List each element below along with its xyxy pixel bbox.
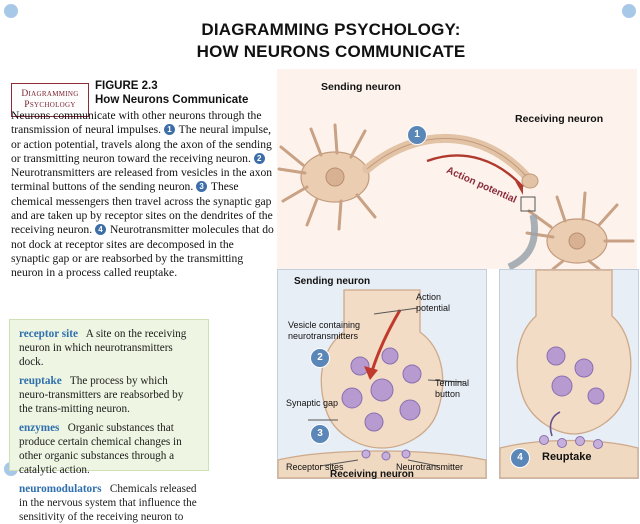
glossary-entry: [19, 482, 199, 524]
glossary-term: receptor site: [19, 328, 78, 340]
page-title: [121, 19, 541, 63]
figure-title: How Neurons Communicate: [95, 94, 249, 106]
title-line-1: DIAGRAMMING PSYCHOLOGY:: [201, 20, 461, 39]
figure-paragraph-2: The neural impulse, or action potential, travels along the axon of the sending or transmitting neuron toward the receiving neuron.: [11, 123, 272, 165]
title-line-2: HOW NEURONS COMMUNICATE: [196, 42, 466, 61]
step-2-marker-inline: 2: [254, 153, 265, 164]
synapse-detail-svg: [278, 270, 486, 478]
action-potential-label: Action potential: [444, 165, 519, 206]
step-1-marker: 1: [407, 125, 427, 145]
step-2-marker: 2: [310, 348, 330, 368]
figure-paragraph-5: Neurotransmitter molecules that do not dock at receptor sites are decomposed in the synaptic gap or are reabsorbed by the transmitting neuron in a process called reuptake.: [11, 223, 274, 280]
decorative-dot-icon: [4, 4, 18, 18]
synaptic-gap-label: Synaptic gap: [286, 398, 339, 408]
sending-neuron-panel-title: Sending neuron: [294, 276, 371, 287]
sending-neuron-label: Sending neuron: [321, 81, 401, 93]
top-neuron-illustration: [277, 69, 637, 269]
receptor-sites-label: Receptor sites: [286, 462, 344, 472]
figure-paragraph-3: Neurotransmitters are released from vesicles in the axon terminal buttons of the sending neuron.: [11, 166, 273, 194]
glossary-term: neuromodulators: [19, 483, 102, 495]
step-1-marker-inline: 1: [164, 124, 175, 135]
figure-heading: [95, 79, 275, 107]
reuptake-panel: [499, 269, 639, 479]
glossary-definition: A site on the receiving neuron in which neurotransmitters dock.: [19, 328, 187, 368]
glossary-term: reuptake: [19, 375, 62, 387]
step-4-marker: 4: [510, 448, 530, 468]
glossary-definition: Chemicals released in the nervous system that influence the sensitivity of the receiving neuron to: [19, 483, 197, 523]
glossary-entry: [19, 421, 199, 477]
terminal-button-label-line2: button: [435, 389, 461, 399]
logo-line-2: Psychology: [24, 100, 76, 110]
vesicle-label-line2: neurotransmitters: [288, 331, 359, 341]
glossary-entry: [19, 374, 199, 416]
figure-body-text: [11, 109, 275, 281]
terminal-button-label-line1: Terminal: [435, 378, 470, 388]
neurotransmitter-label: Neurotransmitter: [396, 462, 464, 472]
glossary-definition: Organic substances that produce certain chemical changes in other organic substances through a catalytic action.: [19, 422, 182, 476]
step-4-marker-inline: 4: [95, 224, 106, 235]
logo-line-1: Diagramming: [21, 89, 79, 99]
synapse-detail-panel: [277, 269, 487, 479]
decorative-dot-icon: [622, 4, 636, 18]
figure-paragraph-1: Neurons communicate with other neurons through the transmission of neural impulses.: [11, 109, 262, 137]
action-potential-label-line1: Action: [416, 292, 442, 302]
step-3-marker: 3: [310, 424, 330, 444]
glossary-box: [9, 319, 209, 523]
glossary-definition: The process by which neuro-transmitters are reabsorbed by the trans-mitting neuron.: [19, 375, 184, 415]
receiving-neuron-label: Receiving neuron: [515, 113, 604, 125]
glossary-entry: [19, 327, 199, 369]
figure-number: FIGURE 2.3: [95, 80, 158, 92]
figure-paragraph-4: These chemical messengers then travel across the synaptic gap and are taken up by receptor sites on the dendrites of the receiving neuron.: [11, 180, 273, 237]
receiving-neuron-panel-label: Receiving neuron: [330, 469, 414, 480]
reuptake-label: Reuptake: [542, 451, 592, 463]
glossary-term: enzymes: [19, 422, 60, 434]
step-3-marker-inline: 3: [196, 181, 207, 192]
action-potential-label-line2: potential: [416, 303, 451, 313]
reuptake-svg: [500, 270, 638, 478]
vesicle-label-line1: Vesicle containing: [288, 320, 361, 330]
